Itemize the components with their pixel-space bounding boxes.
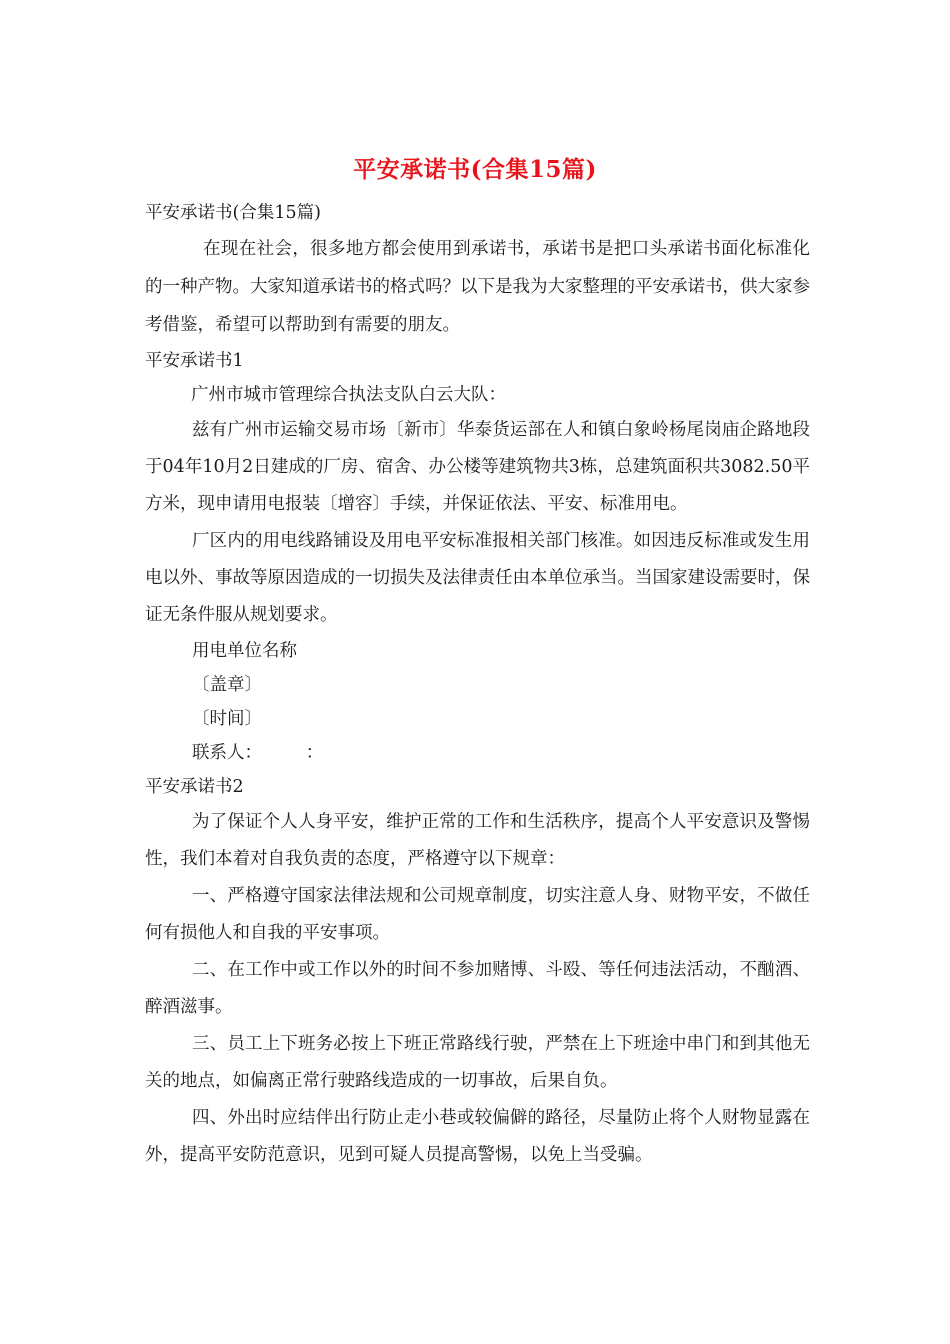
document-subtitle: 平安承诺书(合集15篇) (145, 203, 321, 223)
signature-date: 〔时间〕 (192, 709, 262, 729)
body-paragraph: 厂区内的用电线路铺设及用电平安标准报相关部门核准。如因违反标准或发生用电以外、事故等原因造成的一切损失及法律责任由本单位承当。当国家建设需要时，保证无条件服从规划要求。 (145, 531, 810, 625)
body-paragraph: 一、严格遵守国家法律法规和公司规章制度，切实注意人身、财物平安，不做任何有损他人和自我的平安事项。 (145, 886, 810, 943)
body-paragraph: 为了保证个人人身平安，维护正常的工作和生活秩序，提高个人平安意识及警惕性，我们本着对自我负责的态度，严格遵守以下规章： (145, 812, 810, 869)
section-heading: 平安承诺书2 (145, 777, 244, 797)
signature-contact: 联系人： ： (192, 743, 324, 763)
body-paragraph: 四、外出时应结伴出行防止走小巷或较偏僻的路径，尽量防止将个人财物显露在外，提高平安防范意识，见到可疑人员提高警惕，以免上当受骗。 (145, 1108, 810, 1165)
document-title: 平安承诺书(合集15篇) (353, 156, 597, 183)
body-paragraph: 二、在工作中或工作以外的时间不参加赌博、斗殴、等任何违法活动，不酗酒、醉酒滋事。 (145, 960, 810, 1017)
intro-paragraph: 在现在社会，很多地方都会使用到承诺书，承诺书是把口头承诺书面化标准化的一种产物。大家知道承诺书的格式吗？以下是我为大家整理的平安承诺书，供大家参考借鉴，希望可以帮助到有需要的朋友。 (145, 239, 810, 335)
body-paragraph: 广州市城市管理综合执法支队白云大队： (191, 385, 506, 405)
document-body (145, 196, 810, 1174)
body-paragraph: 三、员工上下班务必按上下班正常路线行驶，严禁在上下班途中串门和到其他无关的地点，如偏离正常行驶路线造成的一切事故，后果自负。 (145, 1034, 810, 1091)
signature-unit-name: 用电单位名称 (192, 641, 297, 661)
body-paragraph: 兹有广州市运输交易市场〔新市〕华泰货运部在人和镇白象岭杨尾岗庙企路地段于04年10月2日建成的厂房、宿舍、办公楼等建筑物共3栋，总建筑面积共3082.50平方米，现申请用电报装〔增容〕手续，并保证依法、平安、标准用电。 (145, 420, 810, 514)
section-heading: 平安承诺书1 (145, 351, 244, 371)
signature-seal: 〔盖章〕 (192, 675, 262, 695)
